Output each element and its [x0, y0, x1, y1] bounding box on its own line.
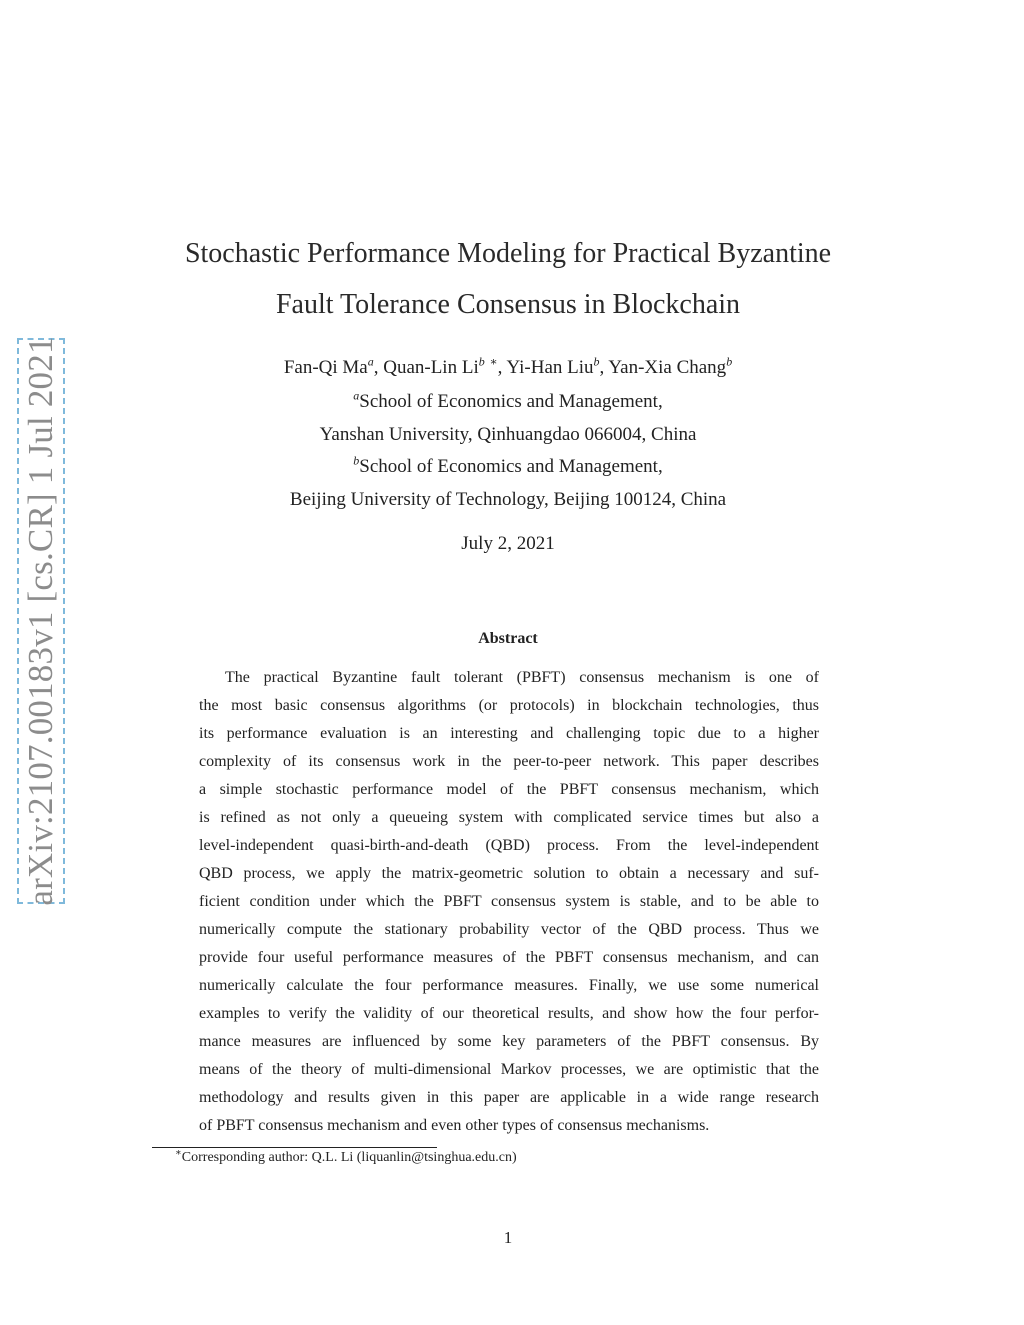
- abstract-line: methodology and results given in this paper are applicable in a wide range research: [199, 1089, 819, 1106]
- affiliation-b-text-1: School of Economics and Management,: [359, 456, 663, 477]
- abstract-line: its performance evaluation is an interesting and challenging topic due to a higher: [199, 725, 819, 742]
- affiliation-a-line-1: [150, 388, 866, 413]
- footnote-divider: [152, 1147, 437, 1148]
- affiliation-a-mark: a: [353, 388, 360, 403]
- abstract-line: of PBFT consensus mechanism and even other types of consensus mechanisms.: [199, 1117, 710, 1134]
- author-affiliation-mark: b: [726, 354, 733, 369]
- footnote: [175, 1147, 517, 1166]
- publication-date: July 2, 2021: [461, 533, 555, 554]
- abstract-line: is refined as not only a queueing system with complicated service times but also a: [199, 809, 819, 826]
- abstract-line: complexity of its consensus work in the peer-to-peer network. This paper describes: [199, 753, 819, 770]
- author-name: Fan-Qi Ma: [283, 357, 368, 378]
- abstract-body: [199, 664, 819, 1140]
- abstract-heading: Abstract: [478, 630, 538, 647]
- author-separator: ,: [373, 357, 384, 378]
- abstract-line: examples to verify the validity of our theoretical results, and show how the four perfor-: [199, 1005, 819, 1022]
- abstract-line: QBD process, we apply the matrix-geometric solution to obtain a necessary and suf-: [199, 865, 819, 882]
- paper-title-line-1: Stochastic Performance Modeling for Practical Byzantine: [184, 238, 832, 269]
- abstract-line: the most basic consensus algorithms (or protocols) in blockchain technologies, thus: [199, 697, 819, 714]
- affiliation-b-line-2: Beijing University of Technology, Beijing 100124, China: [289, 489, 727, 510]
- author-affiliation-mark: b: [593, 354, 600, 369]
- abstract-line: a simple stochastic performance model of the PBFT consensus mechanism, which: [199, 781, 819, 798]
- page-number: 1: [503, 1228, 513, 1247]
- abstract-line: ficient condition under which the PBFT consensus system is stable, and to be able to: [199, 893, 819, 910]
- abstract-line: level-independent quasi-birth-and-death (QBD) process. From the level-independent: [199, 837, 819, 854]
- arxiv-identifier: arXiv:2107.00183v1 [cs.CR] 1 Jul 2021: [21, 336, 60, 906]
- paper-title-line-2: Fault Tolerance Consensus in Blockchain: [275, 289, 741, 320]
- footnote-text: Corresponding author: Q.L. Li (liquanlin@tsinghua.edu.cn): [181, 1150, 517, 1165]
- abstract-line: numerically compute the stationary probability vector of the QBD process. Thus we: [199, 921, 819, 938]
- affiliation-a-line-2: Yanshan University, Qinhuangdao 066004, China: [319, 424, 697, 445]
- arxiv-stamp: [17, 338, 65, 904]
- abstract-line: numerically calculate the four performance measures. Finally, we use some numerical: [199, 977, 819, 994]
- affiliation-b-line-1: [150, 453, 866, 478]
- abstract-line: means of the theory of multi-dimensional Markov processes, we are optimistic that the: [199, 1061, 819, 1078]
- author-separator: ,: [599, 357, 609, 378]
- abstract-line: provide four useful performance measures of the PBFT consensus mechanism, and can: [199, 949, 819, 966]
- abstract-line: mance measures are influenced by some key parameters of the PBFT consensus. By: [199, 1033, 819, 1050]
- author-name: Yan-Xia Chang: [608, 357, 727, 378]
- abstract-line: The practical Byzantine fault tolerant (PBFT) consensus mechanism is one of: [225, 669, 819, 686]
- author-separator: ,: [497, 357, 507, 378]
- author-affiliation-mark: a: [367, 354, 374, 369]
- author-name: Quan-Lin Li: [383, 357, 479, 378]
- corresponding-author-mark: ∗: [489, 354, 498, 369]
- author-affiliation-mark: b: [478, 354, 485, 369]
- author-list: [150, 354, 866, 379]
- affiliation-a-text-1: School of Economics and Management,: [359, 391, 663, 412]
- author-name: Yi-Han Liu: [506, 357, 594, 378]
- affiliation-b-mark: b: [353, 453, 360, 468]
- footnote-mark: ∗: [175, 1147, 182, 1159]
